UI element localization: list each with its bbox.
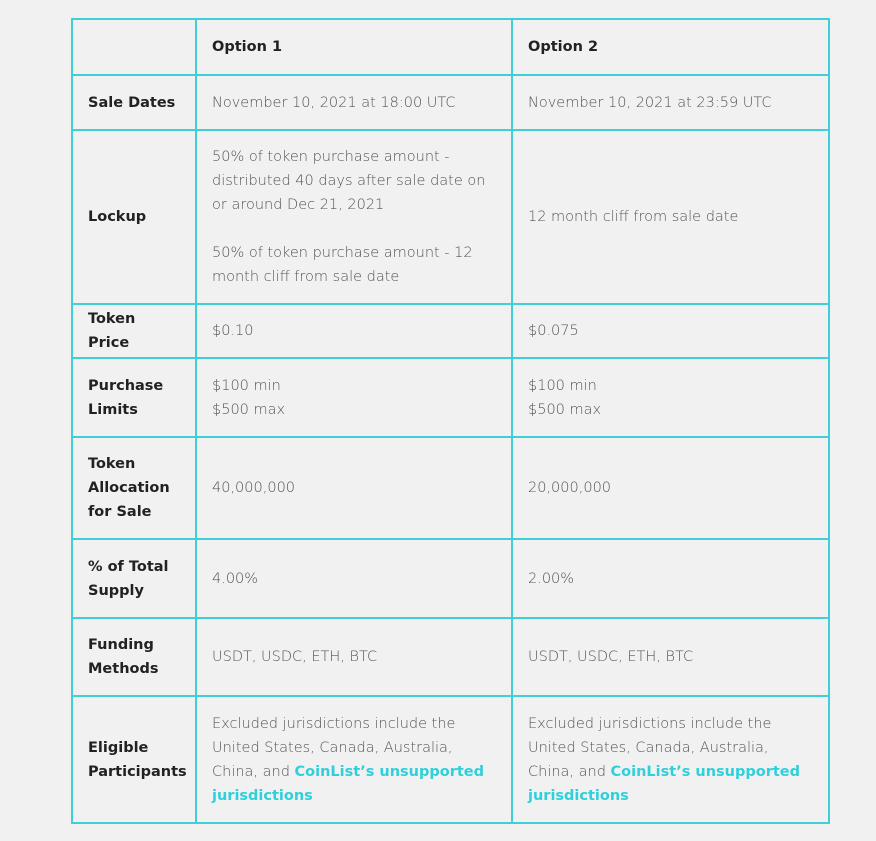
header-row [72, 19, 829, 75]
option1-eligible-text: Excluded jurisdictions include the United States, Canada, Australia, China, and [212, 715, 456, 780]
option2-header: Option 2 [512, 19, 829, 75]
eligible-label: Eligible Participants [72, 696, 196, 823]
option1-min: $100 min [212, 377, 281, 394]
allocation-label: Token Allocation for Sale [72, 437, 196, 539]
option2-allocation: 20,000,000 [512, 437, 829, 539]
option2-eligible-text: Excluded jurisdictions include the United States, Canada, Australia, China, and [528, 715, 772, 780]
table-row [72, 437, 829, 539]
option2-token-price: $0.075 [512, 304, 829, 358]
token-sale-table [71, 18, 830, 824]
option2-funding: USDT, USDC, ETH, BTC [512, 618, 829, 696]
table-row [72, 75, 829, 130]
table-row [72, 358, 829, 437]
option1-token-price: $0.10 [196, 304, 512, 358]
sale-dates-label: Sale Dates [72, 75, 196, 130]
option1-sale-dates: November 10, 2021 at 18:00 UTC [196, 75, 512, 130]
option1-supply: 4.00% [196, 539, 512, 618]
table-row [72, 304, 829, 358]
option1-lockup [196, 130, 512, 304]
token-price-label: Token Price [72, 304, 196, 358]
option1-eligible [196, 696, 512, 823]
table-row [72, 539, 829, 618]
option1-funding: USDT, USDC, ETH, BTC [196, 618, 512, 696]
funding-label: Funding Methods [72, 618, 196, 696]
option2-sale-dates: November 10, 2021 at 23:59 UTC [512, 75, 829, 130]
corner-cell [72, 19, 196, 75]
spacer [212, 217, 496, 241]
unsupported-jurisdictions-link[interactable]: CoinList’s unsupported jurisdictions [212, 763, 485, 804]
option1-max: $500 max [212, 401, 286, 418]
table-row [72, 696, 829, 823]
option2-min: $100 min [528, 377, 597, 394]
option2-max: $500 max [528, 401, 602, 418]
option2-lockup: 12 month cliff from sale date [512, 130, 829, 304]
option2-purchase-limits [512, 358, 829, 437]
option2-supply: 2.00% [512, 539, 829, 618]
option2-eligible [512, 696, 829, 823]
option1-allocation: 40,000,000 [196, 437, 512, 539]
option1-header: Option 1 [196, 19, 512, 75]
table-row [72, 618, 829, 696]
option1-lockup-part2: 50% of token purchase amount - 12 month cliff from sale date [212, 245, 473, 285]
lockup-label: Lockup [72, 130, 196, 304]
supply-label: % of Total Supply [72, 539, 196, 618]
table-row [72, 130, 829, 304]
option1-lockup-part1: 50% of token purchase amount - distributed 40 days after sale date on or around Dec 21, 2021 [212, 149, 486, 213]
unsupported-jurisdictions-link[interactable]: CoinList’s unsupported jurisdictions [528, 763, 801, 804]
purchase-limits-label: Purchase Limits [72, 358, 196, 437]
option1-purchase-limits [196, 358, 512, 437]
